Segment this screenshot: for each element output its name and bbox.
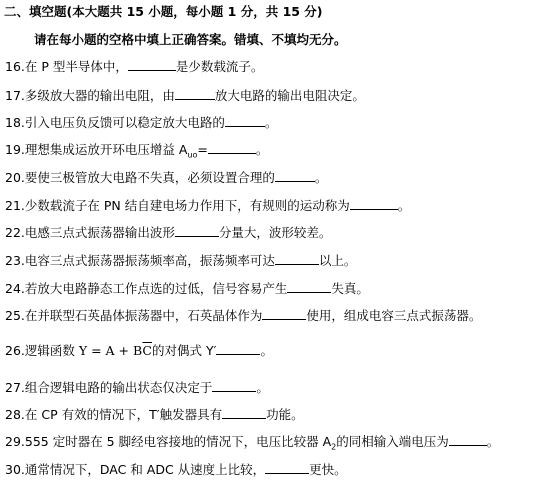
question-20 — [5, 169, 327, 186]
logic-formula: Y = A + B — [78, 343, 143, 358]
answer-blank[interactable] — [208, 141, 256, 154]
question-text: 以上。 — [318, 253, 357, 268]
answer-blank[interactable] — [350, 197, 398, 210]
question-24 — [5, 280, 369, 297]
answer-blank[interactable] — [212, 379, 256, 392]
question-text: 23.电容三点式振荡器振荡频率高，振荡频率可达 — [5, 253, 275, 268]
question-28 — [5, 406, 304, 423]
logic-formula-negated: $\overline{C}$ — [142, 343, 152, 358]
question-text: 30.通常情况下，DAC 和 ADC 从速度上比较， — [5, 462, 266, 477]
question-29 — [5, 433, 499, 456]
question-text: 。 — [314, 170, 328, 185]
question-text: 20.要使三极管放大电路不失真，必须设置合理的 — [5, 170, 275, 185]
question-text: 25.在并联型石英晶体振荡器中，石英晶体作为 — [5, 308, 263, 323]
question-text: 更快。 — [309, 462, 347, 477]
question-text: 27.组合逻辑电路的输出状态仅决定于 — [5, 380, 213, 395]
subscript: 2 — [331, 442, 337, 452]
question-text: 19.理想集成运放开环电压增益 A — [5, 142, 188, 157]
question-19 — [5, 141, 268, 164]
question-text: 分量大，波形较差。 — [218, 225, 332, 240]
question-22 — [5, 224, 331, 241]
answer-blank[interactable] — [225, 114, 265, 127]
question-text: 。 — [255, 142, 269, 157]
answer-blank[interactable] — [222, 406, 266, 419]
question-text: 21.少数载流子在 PN 结自建电场力作用下，有规则的运动称为 — [5, 198, 350, 213]
question-text: 的同相输入端电压为 — [336, 434, 449, 449]
question-16 — [5, 58, 263, 75]
question-text: 29.555 定时器在 5 脚经电容接地的情况下，电压比较器 A — [5, 434, 332, 449]
question-text: 17.多级放大器的输出电阻，由 — [5, 88, 175, 103]
answer-blank[interactable] — [175, 224, 219, 237]
question-text: 24.若放大电路静态工作点选的过低，信号容易产生 — [5, 281, 288, 296]
section-instruction: 请在每小题的空格中填上正确答案。错填、不填均无分。 — [34, 32, 347, 47]
question-text: 使用，组成电容三点式振荡器。 — [306, 308, 482, 323]
question-18 — [5, 114, 277, 131]
answer-blank[interactable] — [275, 169, 315, 182]
question-text: 放大电路的输出电阻决定。 — [214, 88, 365, 103]
answer-blank[interactable] — [175, 87, 215, 100]
question-21 — [5, 197, 410, 214]
answer-blank[interactable] — [287, 280, 331, 293]
question-text: 是少数载流子。 — [175, 59, 264, 74]
question-text: = — [197, 142, 208, 157]
question-30 — [5, 461, 347, 478]
question-26 — [5, 342, 273, 359]
question-text: 。 — [260, 343, 273, 358]
answer-blank[interactable] — [216, 342, 260, 355]
answer-blank[interactable] — [128, 58, 176, 71]
question-text: 。 — [256, 380, 269, 395]
question-23 — [5, 252, 356, 269]
answer-blank[interactable] — [449, 433, 487, 446]
question-text: 功能。 — [266, 407, 304, 422]
question-text: 。 — [264, 115, 278, 130]
answer-blank[interactable] — [275, 252, 319, 265]
section-title: 二、填空题(本大题共 15 小题，每小题 1 分，共 15 分) — [4, 4, 323, 19]
answer-blank[interactable] — [262, 307, 306, 320]
question-text: 18.引入电压负反馈可以稳定放大电路的 — [5, 115, 225, 130]
question-25 — [5, 307, 481, 324]
question-text: 16.在 P 型半导体中， — [5, 59, 128, 74]
question-text: 的对偶式 Y′ — [152, 343, 217, 358]
question-27 — [5, 379, 269, 396]
question-text: 26.逻辑函数 — [5, 343, 75, 358]
question-text: 失真。 — [331, 281, 369, 296]
question-text: 。 — [486, 434, 500, 449]
question-17 — [5, 87, 365, 104]
answer-blank[interactable] — [265, 461, 309, 474]
question-text: 22.电感三点式振荡器输出波形 — [5, 225, 175, 240]
subscript: uo — [187, 150, 198, 160]
question-text: 。 — [397, 198, 411, 213]
question-text: 28.在 CP 有效的情况下，T′触发器具有 — [5, 407, 223, 422]
